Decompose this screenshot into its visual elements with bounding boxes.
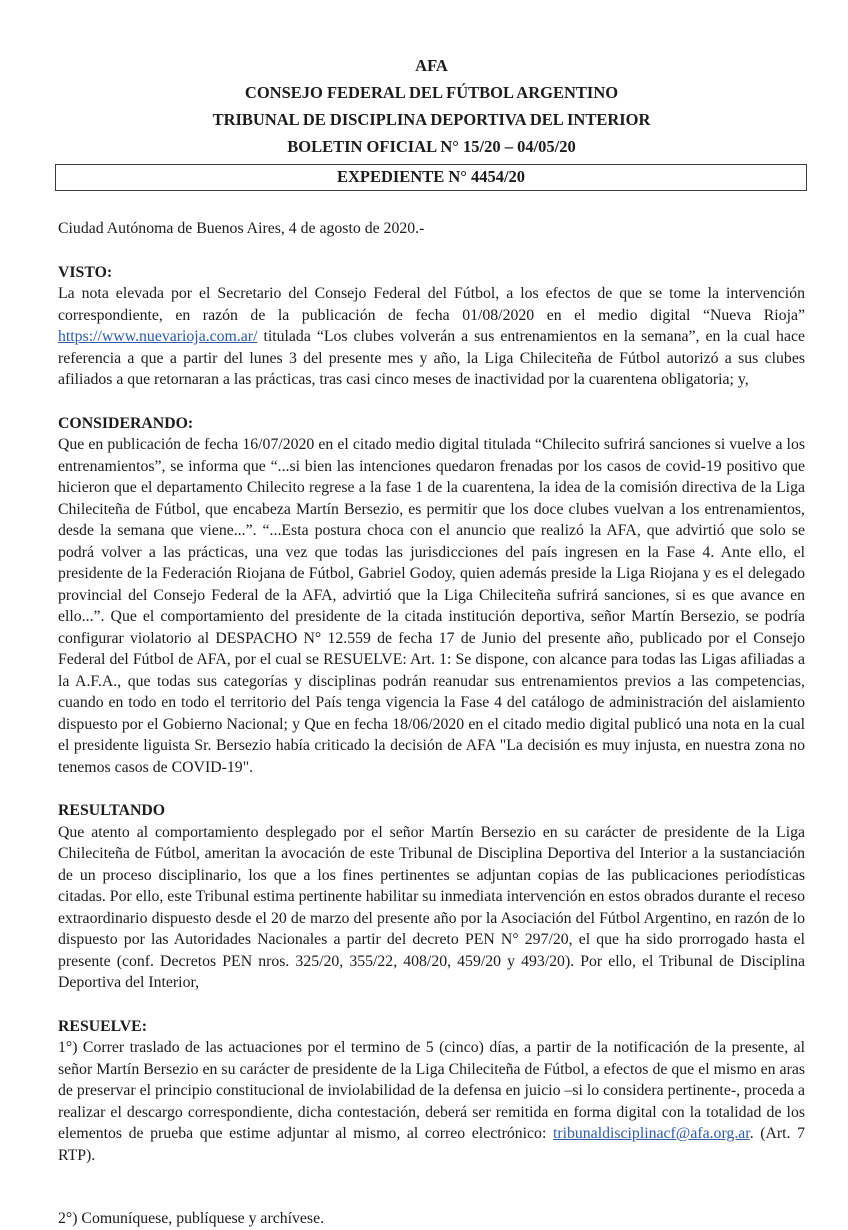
tribunal-title: TRIBUNAL DE DISCIPLINA DEPORTIVA DEL INTERIOR <box>212 110 651 129</box>
resuelve-item-2: 2°) Comuníquese, publíquese y archívese. <box>58 1210 325 1227</box>
considerando-label: CONSIDERANDO: <box>58 414 194 432</box>
resultando-paragraph: Que atento al comportamiento desplegado por el señor Martín Bersezio en su carácter de presidente de la Liga Chileciteña de Fútbol, ameritan la avocación de este Tribunal de Disciplina Deportiva del Interior a la sustanciación de un proceso disciplinario, los que a los fines pertinentes se adjuntan copias de las publicaciones periodísticas citadas. Por ello, este Tribunal estima pertinente habilitar su inmediata intervención en estos obrados durante el receso extraordinario dispuesto desde el 20 de marzo del presente año por la Asociación del Fútbol Argentino, en razón de lo dispuesto por las Autoridades Nacionales a partir del decreto PEN N° 297/20, el que ha sido prorrogado hasta el presente (conf. Decretos PEN nros. 325/20, 355/22, 408/20, 459/20 y 493/20). Por ello, el Tribunal de Disciplina Deportiva del Interior, <box>58 823 805 991</box>
section-considerando <box>58 413 805 779</box>
document-header <box>58 52 805 191</box>
resuelve-item1-text-after-link: . (Art. 7 RTP). <box>58 1125 805 1164</box>
org-title: AFA <box>415 56 448 75</box>
resuelve-label: RESUELVE: <box>58 1017 147 1035</box>
resuelve-item-1 <box>58 1037 805 1166</box>
visto-paragraph <box>58 283 805 391</box>
resultando-label: RESULTANDO <box>58 802 166 819</box>
bulletin-title: BOLETIN OFICIAL N° 15/20 – 04/05/20 <box>287 137 576 156</box>
visto-text-after-link: titulada “Los clubes volverán a sus entrenamientos en la semana”, en la cual hace referencia a que a partir del lunes 3 del presente mes y año, la Liga Chileciteña de Fútbol autorizó a sus clubes afiliados a que retornaran a las prácticas, tras casi cinco meses de inactividad por la cuarentena obligatoria; y, <box>58 328 805 388</box>
expediente-number: EXPEDIENTE N° 4454/20 <box>336 167 526 186</box>
visto-label: VISTO: <box>58 263 113 281</box>
section-visto <box>58 262 805 391</box>
section-resultando <box>58 800 805 994</box>
visto-text-before-link: La nota elevada por el Secretario del Consejo Federal del Fútbol, a los efectos de que se tome la intervención correspondiente, en razón de la publicación de fecha 01/08/2020 en el medio digital “Nueva Rioja” <box>58 285 805 324</box>
nuevarioja-url-link[interactable]: https://www.nuevarioja.com.ar/ <box>58 328 258 345</box>
section-resuelve <box>58 1016 805 1230</box>
dateline: Ciudad Autónoma de Buenos Aires, 4 de agosto de 2020.- <box>58 220 425 237</box>
tribunal-email-link[interactable]: tribunaldisciplinacf@afa.org.ar <box>552 1125 750 1142</box>
considerando-paragraph: Que en publicación de fecha 16/07/2020 en el citado medio digital titulada “Chilecito sufrirá sanciones si vuelve a los entrenamientos”, se informa que “...si bien las intenciones quedaron frenadas por los casos de covid-19 positivo que hicieron que el departamento Chilecito regrese a la fase 1 de la cuarentena, la idea de la comisión directiva de la Liga Chileciteña de Fútbol, que encabeza Martín Bersezio, es permitir que los doce clubes vuelvan a los entrenamientos, desde la semana que viene...”. “...Esta postura choca con el anuncio que realizó la AFA, que advirtió que solo se podrá volver a las prácticas, una vez que todas las jurisdicciones del país ingresen en la Fase 4. Ante ello, el presidente de la Federación Riojana de Fútbol, Gabriel Godoy, quien además preside la Liga Riojana y es el delegado provincial del Consejo Federal de la AFA, advirtió que la Liga Chileciteña sufrirá sanciones, si es que avance en ello...”. Que el comportamiento del presidente de la citada institución deportiva, señor Martín Bersezio, se podría configurar violatorio al DESPACHO N° 12.559 de fecha 17 de Junio del presente año, publicado por el Consejo Federal del Fútbol de AFA, por el cual se RESUELVE: Art. 1: Se dispone, con alcance para todas las Ligas afiliadas a la A.F.A., que todas sus categorías y disciplinas podrán reanudar sus entrenamientos previos a las competencias, cuando en todo en todo el territorio del País tenga vigencia la Fase 4 del catálogo de administración del aislamiento dispuesto por el Gobierno Nacional; y Que en fecha 18/06/2020 en el citado medio digital publicó una nota en la cual el presidente liguista Sr. Bersezio había criticado la decisión de AFA "La decisión es muy injusta, en nuestra zona no tenemos casos de COVID-19". <box>58 436 805 776</box>
resuelve-item1-text-before-link: 1°) Correr traslado de las actuaciones por el termino de 5 (cinco) días, a partir de la notificación de la presente, al señor Martín Bersezio en su carácter de presidente de la Liga Chileciteña de Fútbol, a efectos de que el mismo en aras de preservar el principio constitucional de inviolabilidad de la defensa en juicio –si lo considera pertinente-, proceda a realizar el descargo correspondiente, dicha contestación, deberá ser remitida en forma digital con la totalidad de los elementos de prueba que estime adjuntar al mismo, al correo electrónico: <box>58 1039 805 1142</box>
council-title: CONSEJO FEDERAL DEL FÚTBOL ARGENTINO <box>244 83 619 102</box>
expediente-box <box>55 164 807 191</box>
